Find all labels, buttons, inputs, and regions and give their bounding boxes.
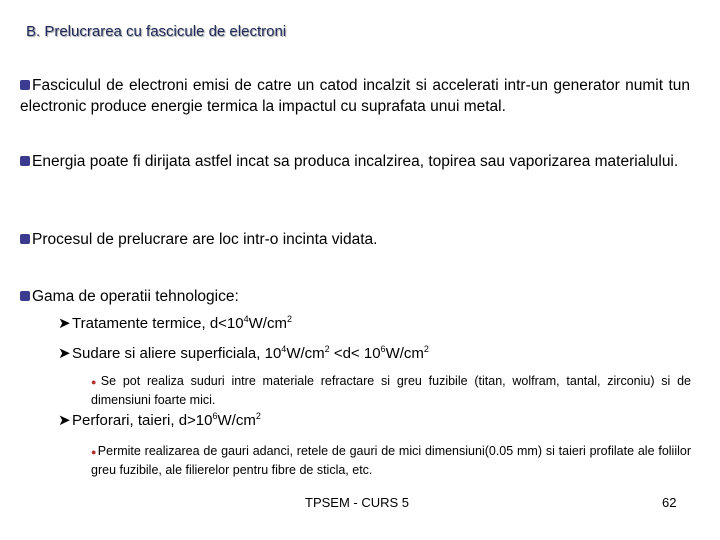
operation-item [58,411,261,429]
operation-text: Tratamente termice, d<10 [72,315,244,332]
square-bullet-icon [20,234,30,244]
slide-title: B. Prelucrarea cu fascicule de electroni [26,23,287,40]
unit: W/cm [217,412,256,429]
exponent: 2 [255,411,261,421]
arrow-bullet-icon: ➤ [58,412,71,429]
bullet-text: Gama de operatii tehnologice: [32,288,239,305]
exponent: 4 [281,344,287,354]
exponent: 6 [212,411,218,421]
square-bullet-icon [20,80,30,90]
bullet-paragraph [20,151,690,172]
exponent: 4 [243,314,249,324]
dot-bullet-icon: ● [91,377,100,387]
operation-item [58,344,429,362]
exponent: 6 [380,344,386,354]
operation-note [91,442,691,479]
arrow-bullet-icon: ➤ [58,315,71,332]
operation-text: <d< 10 [329,345,381,362]
note-text: Se pot realiza suduri intre materiale refractare si greu fuzibile (titan, wolfram, tantal, zirconiu) si de dimensiuni foarte mici. [91,374,692,407]
operation-text: Sudare si aliere superficiala, 10 [72,345,282,362]
bullet-text: Procesul de prelucrare are loc intr-o incinta vidata. [32,231,378,248]
bullet-paragraph [20,75,690,117]
bullet-paragraph [20,229,690,250]
unit: W/cm [385,345,424,362]
bullet-paragraph [20,286,690,307]
bullet-text: Fasciculul de electroni emisi de catre un catod incalzit si accelerati intr-un generator numit tun electronic produce energie termica la impactul cu suprafata unui metal. [20,77,690,115]
arrow-bullet-icon: ➤ [58,345,71,362]
exponent: 2 [286,314,292,324]
dot-bullet-icon: ● [91,447,97,457]
bullet-text: Energia poate fi dirijata astfel incat sa produca incalzirea, topirea sau vaporizarea materialului. [32,153,679,170]
square-bullet-icon [20,291,30,301]
exponent: 2 [423,344,429,354]
note-text: Permite realizarea de gauri adanci, retele de gauri de mici dimensiuni(0.05 mm) si taieri profilate ale foliilor greu fuzibile, ale filierelor pentru fibre de sticla, etc. [91,444,691,477]
course-label: TPSEM - CURS 5 [305,495,410,510]
exponent: 2 [324,344,330,354]
operation-note [91,372,691,409]
square-bullet-icon [20,156,30,166]
unit: W/cm [248,315,287,332]
operation-item [58,314,292,332]
operation-text: Perforari, taieri, d>10 [72,412,213,429]
page-number: 62 [662,495,677,510]
unit: W/cm [286,345,325,362]
